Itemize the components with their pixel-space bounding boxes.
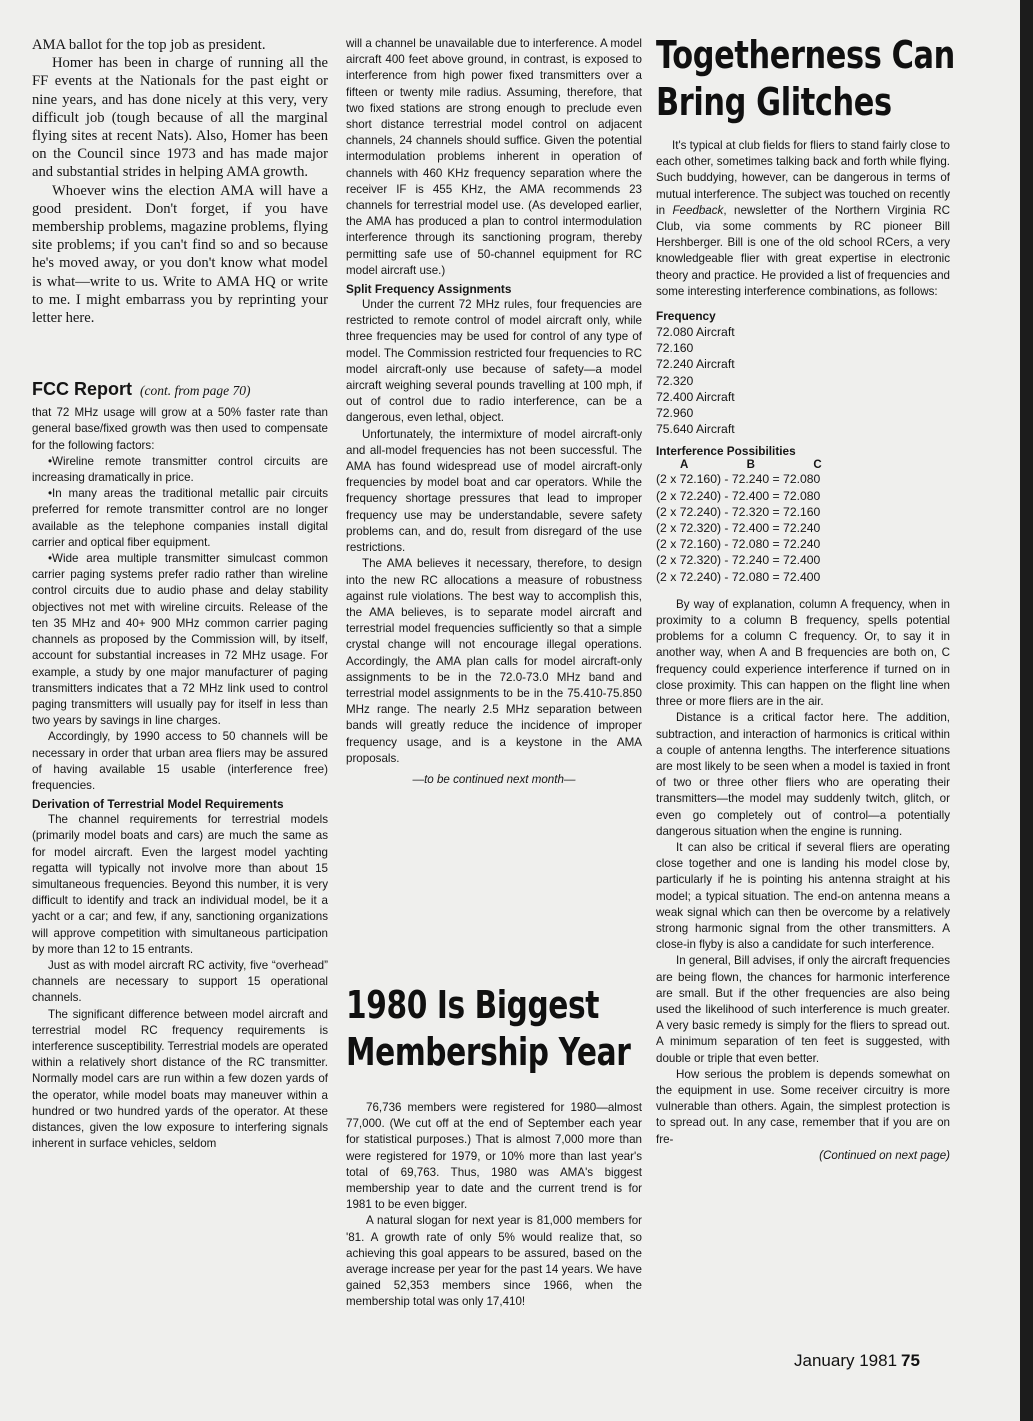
paragraph: Under the current 72 MHz rules, four frequencies are restricted to remote control of model aircraft only, while three frequencies may be used for control of any type of model. The Commission restricted four frequencies to RC model aircraft-only use because of safety—a model aircraft weighing several pounds travelling at 100 mph, if out of control due to radio interference, can be a dangerous, even lethal, object. [346,298,642,425]
page-footer [794,1351,920,1371]
interference-row: (2 x 72.320) - 72.240 = 72.400 [656,553,821,568]
paragraph: Just as with model aircraft RC activity, five “overhead” channels are necessary to support 15 operational channels. [32,958,328,1005]
fcc-report-title: FCC Report [32,379,132,400]
continued-note: —to be continued next month— [412,772,576,786]
paragraph: The channel requirements for terrestrial models (primarily model boats and cars) are much the same as for model aircraft. Even the largest model yachting regatta will typically not involve more than about 15 simultaneous frequencies. Beyond this number, it is very difficult to identify and track an individual model, be it a yacht or a car; and few, if any, sanctioning organizations will approve competition with simultaneous participation by more than 12 to 15 entrants. [32,813,328,956]
interference-heading: Interference Possibilities [656,444,796,459]
paragraph: The AMA believes it necessary, therefore, to design into the new RC allocations a measure of robustness against rule violations. The best way to accomplish this, the AMA believes, is to separate model aircraft and terrestrial model frequencies sufficiently so that a simple crystal change will not encourage illegal operations. Accordingly, the AMA plan calls for model aircraft-only assignments to be in the 72.0-73.0 MHz band and terrestrial model assignments to be in the 75.410-75.850 MHz range. The nearly 2.5 MHz separation between bands will greatly reduce the incidence of improper frequency usage, and is a keystone in the AMA proposals. [346,557,642,765]
paragraph: Whoever wins the election AMA will have a good president. Don't forget, if you have membership problems, magazine problems, flying site problems; if you can't find so and so because he's moved away, or you don't know what model is what—write to us. Write to AMA HQ or write to me. I might embarrass you by reprinting your letter here. [32,182,328,327]
bullet-paragraph: •Wide area multiple transmitter simulcast common carrier paging systems prefer radio rather than wireline control circuits due to audio phase and delay stability objectives not met with wireline circuits. Release of the ten 35 MHz and 40+ 900 MHz common carrier paging channels as proposed by the Commission will, by itself, account for substantial increases in 72 MHz usage. For example, a study by one major manufacturer of paging transmitters indicates that a 72 MHz link used to control paging transmitters will usually pay for itself in less than two years by savings in line charges. [32,552,328,728]
derivation-heading: Derivation of Terrestrial Model Requirements [32,797,284,812]
paragraph: will a channel be unavailable due to interference. A model aircraft 400 feet above ground, in contrast, is exposed to interference from high power fixed transmitters over a fifteen or twenty mile radius. Assuming, therefore, that two fixed stations are strong enough to preclude even short distance terrestrial model control on adjacent channels, 24 channels should suffice. Given the potential intermodulation problems inherent in operation of channels with 460 KHz frequency separation where the receiver IF is 455 KHz, the AMA recommends 23 channels for terrestrial model use. (As developed earlier, the AMA has produced a plan to control intermodulation interference through its sanctioning program, thereby permitting safe use of 50-channel equipment for RC model aircraft use.) [346,37,642,277]
continued-on-next-page: (Continued on next page) [819,1148,950,1162]
frequency-list [656,324,950,437]
frequency-item: 72.400 Aircraft [656,389,735,404]
intro-text-end: , newsletter of the Northern Virginia RC Club, via some comments by RC pioneer Bill Hershberger. Bill is one of the old school RCers, a very knowledgeable flier with great expertise in electronic theory and practice. He provided a list of frequencies and some interesting interference combinations, as follows: [656,203,950,298]
paragraph: The significant difference between model aircraft and terrestrial model RC frequency requirements is interference susceptibility. Terrestrial models are operated within a relatively short distance of the RC transmitter. Normally model cars are run within a few dozen yards of the operator, while model boats may maneuver within a hundred or two hundred yards of the operator. At these distances, given the low exposure to interfering signals inherent in surface vehicles, seldom [32,1007,328,1151]
paragraph: In general, Bill advises, if only the aircraft frequencies are being flown, the chances for harmonic interference are small. But if the other frequencies are also being used the likelihood of such interference is much greater. A very basic remedy is simply for the fliers to spread out. A minimum separation of ten feet is suggested, with double or triple that even better. [656,954,950,1065]
frequency-heading: Frequency [656,309,716,324]
interference-row: (2 x 72.320) - 72.400 = 72.240 [656,521,821,536]
frequency-item: 72.080 Aircraft [656,325,735,340]
membership-article [346,1100,642,1311]
frequency-item: 72.240 Aircraft [656,357,735,372]
paragraph: By way of explanation, column A frequency, when in proximity to a column B frequency, spells potential problems for a column C frequency. Or, to say it in another way, when A and B frequencies are both on, C frequency could experience interference if turned on in close proximity. This can happen on the flight line when three or more fliers are in the air. [656,597,950,709]
paragraph: Distance is a critical factor here. The addition, subtraction, and interaction of harmonics is critical within a couple of antenna lengths. The interference situations are most likely to be seen when a model is taxied in front of two or three other fliers who are operating their transmitters—the model may suddenly twitch, glitch, or even go completely out of control—a potentially dangerous situation when the engine is running. [656,711,950,838]
column-b-label: B [746,459,755,472]
newsletter-name: Feedback [672,203,724,217]
paragraph: A natural slogan for next year is 81,000 members for '81. A growth rate of only 5% would realize that, so achieving this goal appears to be assured, based on the average increase per year for the past 14 years. We have gained 52,353 members since 1966, when the membership total was only 17,410! [346,1214,642,1309]
frequency-item: 75.640 Aircraft [656,422,735,437]
frequency-item: 72.960 [656,406,694,421]
paragraph: It can also be critical if several fliers are operating close together and one is landing his model close by, particularly if he is pointing his antenna straight at his model; a typical situation. The end-on antenna means a weak signal which can then be overcome by a relatively strong harmonic signal from the other transmitters. A close-in flyby is also a candidate for such interference. [656,840,950,952]
togetherness-title-line-1: Togetherness Can [656,33,955,77]
fcc-report-heading [32,379,328,401]
frequency-item: 72.320 [656,373,694,388]
fcc-report-continuation: (cont. from page 70) [140,383,251,399]
interference-table [656,471,950,584]
togetherness-title-line-2: Bring Glitches [656,80,892,124]
paragraph: How serious the problem is depends somewhat on the equipment in use. Some receiver circuitry is more vulnerable than others. Again, the simplest protection is to spread out. In any case, remember that if you are on fre- [656,1067,950,1146]
split-frequency-heading: Split Frequency Assignments [346,282,512,297]
togetherness-headline [656,32,955,128]
membership-headline [346,982,642,1082]
paragraph: that 72 MHz usage will grow at a 50% faster rate than general base/fixed growth was then used to compensate for the following factors: [32,406,328,452]
intro-text-start: It's typical at club fields for fliers to stand fairly close to each other, sometimes talking back and forth while flying. Such buddying, however, can be dangerous in terms of mutual interference. The subject was touched on recently in [656,139,951,217]
interference-row: (2 x 72.160) - 72.080 = 72.240 [656,537,821,552]
issue-date: January 1981 [794,1351,898,1370]
column-1 [32,36,328,1152]
column-c-label: C [813,459,822,472]
paragraph: AMA ballot for the top job as president. [32,37,266,53]
interference-row: (2 x 72.160) - 72.240 = 72.080 [656,472,821,487]
page-edge-shadow [1020,0,1033,1421]
column-2 [346,36,642,786]
bullet-paragraph: •Wireline remote transmitter control circuits are increasing dramatically in price. [32,454,328,485]
membership-title-line-1: 1980 Is Biggest [346,983,600,1027]
paragraph: Accordingly, by 1990 access to 50 channels will be necessary in order that urban area fliers may be assured of having available 15 usable (interference free) frequencies. [32,730,328,792]
page-number: 75 [901,1351,920,1370]
paragraph: 76,736 members were registered for 1980—almost 77,000. (We cut off at the end of September each year for statistical purposes.) That is almost 7,000 more than were registered for 1979, or 10% more than last year's total of 69,763. Thus, 1980 was AMA's biggest membership year to date and the current trend is for 1981 to be even bigger. [346,1101,642,1212]
interference-row: (2 x 72.240) - 72.400 = 72.080 [656,488,821,503]
membership-title-line-2: Membership Year [346,1030,631,1074]
intro-paragraph [656,138,950,300]
bullet-paragraph: •In many areas the traditional metallic pair circuits preferred for remote transmitter control are no longer available as the telephone companies install digital carrier and optical fiber equipment. [32,487,328,549]
interference-column-headers [656,459,880,471]
interference-row: (2 x 72.240) - 72.320 = 72.160 [656,504,821,519]
frequency-item: 72.160 [656,341,694,356]
interference-row: (2 x 72.240) - 72.080 = 72.400 [656,569,821,584]
paragraph: Homer has been in charge of running all the FF events at the Nationals for the past eight or nine years, and has done nicely at this very, very difficult job (tough because of all the marginal flying sites at recent Nats). Also, Homer has been on the Council since 1973 and has made major and substantial strides in helping AMA growth. [32,55,328,181]
paragraph: Unfortunately, the intermixture of model aircraft-only and all-model frequencies has not been successful. The AMA has found widespread use of model aircraft-only frequencies by model boat and car operators. While the frequency shortage pressures that lead to improper frequency use may be understandable, severe safety problems can, and do, result from disregard of the use restrictions. [346,427,642,555]
column-3 [656,138,950,1164]
column-a-label: A [680,459,689,472]
